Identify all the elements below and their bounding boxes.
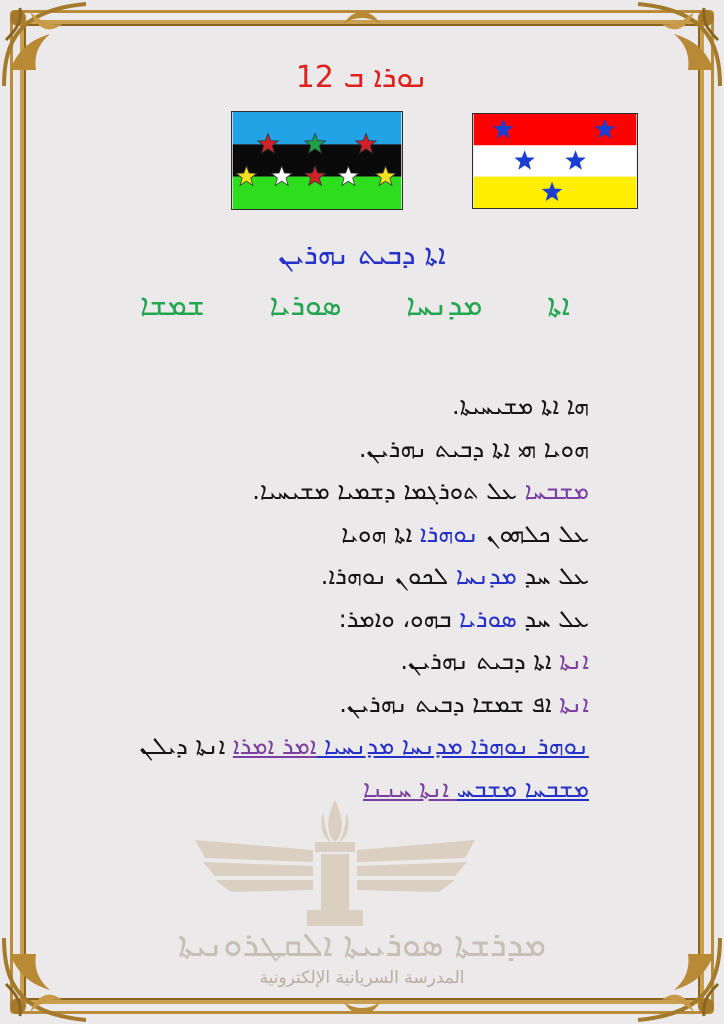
- flag-left-icon: [231, 111, 403, 210]
- highlighted-word: ܐܢܬܐ: [559, 689, 589, 718]
- text-segment: ܒܗܘ، ܘܐܡܪ:: [338, 604, 460, 633]
- text-segment: ܗܘܝܐ ܗܝ ܐܬܐ ܕܒܝܬ ܢܗܪܝܢ.: [358, 434, 589, 463]
- flag-right-icon: [472, 113, 638, 209]
- text-segment: ܐܦ ܫܡܫܐ ܕܒܝܬ ܢܗܪܝܢ.: [339, 689, 560, 718]
- text-line: [29, 470, 589, 513]
- highlighted-word: ܐܡܪ ܐܡܪܐ: [232, 732, 317, 760]
- text-segment: ܥܠ ܚܕ: [516, 562, 589, 590]
- highlighted-word: ܐܢܬܐ ܚܢܢܐ: [362, 774, 457, 803]
- highlighted-word: ܢܘܗܪ ܢܘܗܪܐ ܡܕܢܚܐ ܡܕܢܚܝܐ: [316, 732, 589, 760]
- text-segment: ܐܬܐ ܗܘܝܐ: [341, 519, 420, 548]
- text-line: [29, 385, 589, 428]
- highlighted-word: ܢܘܗܪܐ: [419, 519, 479, 548]
- flag-heading: ܐܬܐ ܕܒܝܬ ܢܗܪܝܢ: [278, 238, 446, 271]
- text-line: [29, 428, 589, 471]
- text-line: [29, 640, 589, 683]
- highlighted-word: ܡܕܢܚܐ: [455, 562, 517, 590]
- school-name-syriac: ܡܕܪܫܬܐ ܣܘܪܝܝܬܐ ܐܠܩܛܪܘܢܝܬܐ: [177, 925, 547, 965]
- text-segment: ܠܟܘܢ ܢܘܗܪܐ.: [320, 562, 456, 590]
- text-line: [29, 683, 589, 726]
- highlighted-word: ܣܘܪܝܐ: [459, 604, 517, 633]
- highlighted-word: ܐܢܬܐ: [559, 647, 589, 675]
- text-segment: ܥܠ ܚܕ: [516, 604, 589, 633]
- text-line: [29, 555, 589, 598]
- text-line: [29, 598, 589, 641]
- highlighted-word: ܡܫܒܚܐ: [524, 477, 589, 505]
- vocabulary-row: [140, 288, 570, 323]
- highlighted-word: ܡܫܒܚܐ ܡܫܒܚ: [456, 774, 589, 803]
- edge-ornament-icon: [342, 4, 382, 30]
- vocabulary-word: ܫܡܫܐ: [140, 288, 205, 323]
- text-segment: ܥܠ ܟܠܗܘܢ: [478, 519, 589, 548]
- text-line: [29, 725, 589, 768]
- page-title: ܢܘܪܐ ܒ 12: [295, 60, 429, 95]
- text-segment: ܐܢܬܐ ܕܝܠܢ: [139, 732, 233, 760]
- winged-emblem-icon: [195, 780, 475, 930]
- text-segment: ܗܐ ܐܬܐ ܡܫܝܚܝܬܐ.: [451, 392, 589, 420]
- vocabulary-word: ܡܕܢܚܐ: [406, 288, 483, 323]
- vocabulary-word: ܐܬܐ: [547, 288, 570, 323]
- text-segment: ܥܠ ܬܘܪܓܡܐ ܕܫܡܝܐ ܡܫܝܚܝܐ.: [252, 477, 525, 505]
- edge-ornament-icon: [342, 996, 382, 1022]
- reading-passage: [29, 385, 589, 810]
- text-line: [29, 513, 589, 556]
- text-segment: ܐܬܐ ܕܒܝܬ ܢܗܪܝܢ.: [400, 647, 560, 675]
- vocabulary-word: ܣܘܪܝܐ: [269, 288, 342, 323]
- school-name-arabic: المدرسة السريانية الإلكترونية: [259, 968, 465, 988]
